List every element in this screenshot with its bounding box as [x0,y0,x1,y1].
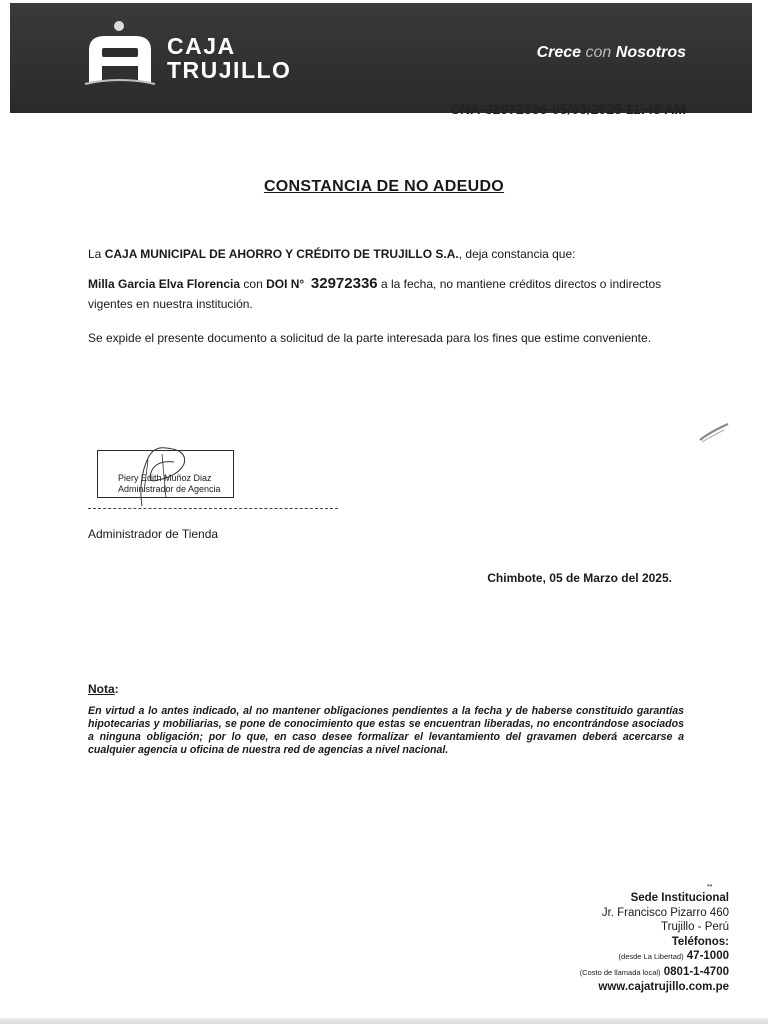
note-text: En virtud a lo antes indicado, al no mantener obligaciones pendientes a la fecha y de haberse constituido garantías hipotecarias y mobiliarias, se pone de conocimiento que estas se encuentran liberadas, no encontrándose asociados a ninguna obligación; por lo que, en caso desee formalizar el levantamiento del gravamen deberá acercarse a cualquier agencia u oficina de nuestra red de agencias a nivel nacional. [88,705,684,756]
stamp-name: Piery Edith Muñoz Diaz [118,473,212,483]
footer-phones-label: Teléfonos: [671,935,729,948]
signer-role: Administrador de Tienda [88,527,219,541]
paragraph-entity [88,244,688,264]
note-label-wrap [88,682,119,696]
stamp-title: Administrador de Agencia [118,484,221,494]
footer-address: Jr. Francisco Pizarro 460 [601,906,729,919]
doi-label: DOI N° [266,277,305,291]
p1-prefix: La [88,247,105,261]
entity-name: CAJA MUNICIPAL DE AHORRO Y CRÉDITO DE TRUJILLO S.A. [104,247,459,261]
footer-city: Trujillo - Perú [661,921,729,933]
ink-smudge [696,420,732,444]
date-place: Chimbote, 05 de Marzo del 2025. [487,571,672,585]
footer-sede: Sede Institucional [630,892,729,904]
footer-website: www.cajatrujillo.com.pe [598,981,729,993]
document-title: CONSTANCIA DE NO ADEUDO [263,178,505,195]
note-label: Nota [88,682,115,696]
phone1: 47-1000 [686,950,729,962]
doi-number: 32972336 [310,275,378,292]
slogan-part-3: Nosotros [615,44,686,61]
handwritten-signature [118,440,218,510]
note-colon: : [114,682,119,696]
paragraph-client [88,274,688,314]
phone2: 0801-1-4700 [663,965,729,978]
paragraph-purpose: Se expide el presente documento a solicitud de la parte interesada para los fines que estime conveniente. [88,331,652,345]
slogan [480,44,686,62]
document-code: CNA-32972336-05/03/2025 11:48 AM [449,101,686,117]
phone2-note: (Costo de llamada local) [579,967,661,977]
p1-suffix: , deja constancia que: [458,247,576,261]
slogan-part-1: Crece [536,44,582,61]
footer-dots: •• [707,881,713,890]
phone1-note: (desde La Libertad) [618,952,684,961]
client-name: Milla Garcia Elva Florencia [88,277,241,291]
brand-name [167,34,291,82]
brand-line-2: TRUJILLO [167,57,292,83]
slogan-part-2: con [585,44,612,61]
p2-con: con [240,277,267,291]
caja-trujillo-logo-icon [83,20,157,86]
signature-line [88,508,338,509]
brand-line-1: CAJA [167,33,236,59]
p2-rest: a la fecha, no mantiene créditos directos o indirectos vigentes en nuestra institución. [88,277,662,311]
page-edge [0,1018,768,1024]
footer-contact [500,891,729,995]
